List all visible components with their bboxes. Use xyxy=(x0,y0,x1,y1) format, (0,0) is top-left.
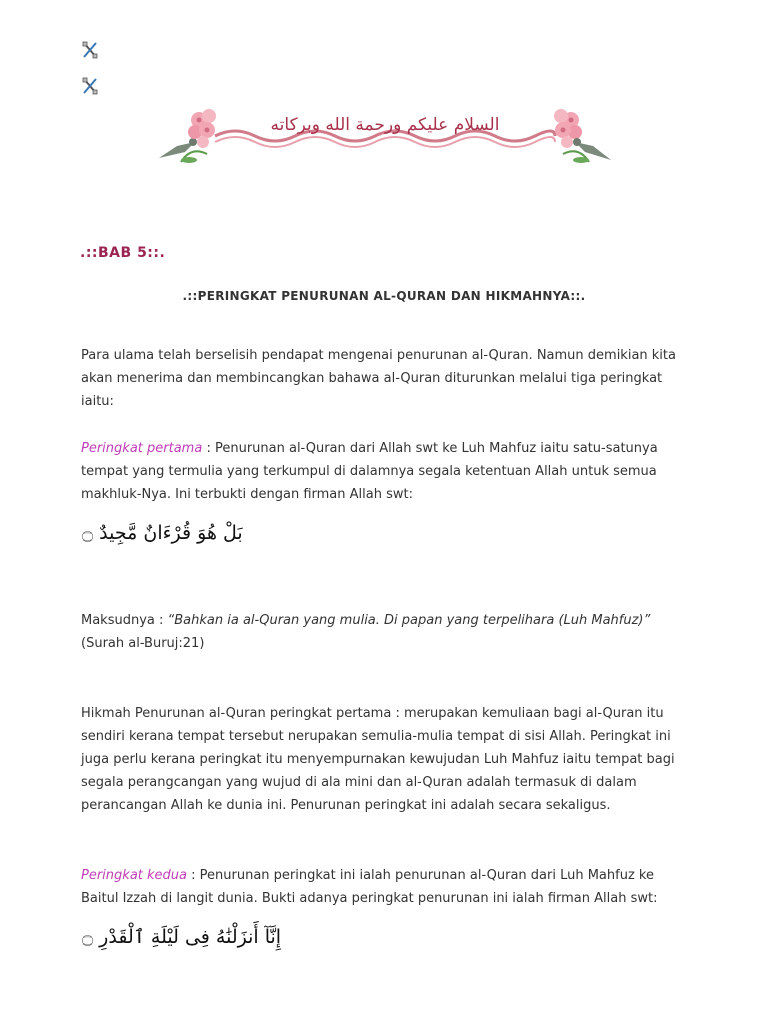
bird-left-icon xyxy=(159,138,197,158)
stage1-separator: : xyxy=(202,441,215,456)
stage1-paragraph xyxy=(81,437,681,506)
stage2-separator: : xyxy=(187,868,200,883)
meaning-reference: (Surah al-Buruj:21) xyxy=(81,636,205,651)
rose-right-icon xyxy=(554,109,589,163)
stage1-label: Peringkat pertama xyxy=(81,441,203,456)
bird-right-icon xyxy=(573,138,611,160)
salam-banner xyxy=(155,102,615,166)
wisdom1-paragraph: Hikmah Penurunan al-Quran peringkat pertama : merupakan kemuliaan bagi al-Quran itu sendiri kerana tempat tersebut nerupakan semulia-mulia tempat di sisi Allah. Peringkat ini juga perlu kerana peringkat itu menyempurnakan kewujudan Luh Mahfuz iaitu tempat bagi segala perangcangan yang wujud di ala mini dan al-Quran adalah termasuk di dalam perancangan Allah ke dunia ini. Penurunan peringkat ini adalah secara sekaligus. xyxy=(81,706,675,813)
stage1-text: Penurunan al-Quran dari Allah swt ke Luh Mahfuz iaitu satu-satunya tempat yang termulia yang terkumpul di dalamnya segala ketentuan Allah untuk semua makhluk-Nya. Ini terbukti dengan firman Allah swt: xyxy=(81,441,658,502)
chapter-label: .::BAB 5::. xyxy=(80,245,166,261)
intro-paragraph: Para ulama telah berselisih pendapat mengenai penurunan al-Quran. Namun demikian kita akan menerima dan membincangkan bahawa al-Quran diturunkan melalui tiga peringkat iaitu: xyxy=(81,348,676,409)
meaning-prefix: Maksudnya : xyxy=(81,613,168,628)
verse-qadr: إِنَّآ أَنزَلْنَٰهُ فِى لَيْلَةِ ٱلْقَدْرِ ۝ xyxy=(82,926,282,948)
stage2-text: Penurunan peringkat ini ialah penurunan al-Quran dari Luh Mahfuz ke Baitul Izzah di langit dunia. Bukti adanya peringkat penurunan ini ialah firman Allah swt: xyxy=(81,868,658,906)
rose-left-icon xyxy=(181,109,216,163)
meaning-quote: “Bahkan ia al-Quran yang mulia. Di papan yang terpelihara (Luh Mahfuz)” xyxy=(167,613,651,628)
stage1-meaning xyxy=(81,609,681,655)
stage2-paragraph xyxy=(81,864,681,910)
broken-image-icon xyxy=(80,40,100,60)
broken-image-icon xyxy=(80,76,100,96)
salam-text: السلام عليكم ورحمة الله وبركاته xyxy=(270,115,500,135)
stage2-label: Peringkat kedua xyxy=(81,868,187,883)
section-title: .::PERINGKAT PENURUNAN AL-QURAN DAN HIKMAHNYA::. xyxy=(182,289,586,303)
verse-buruj: بَلْ هُوَ قُرْءَانٌ مَّجِيدٌ ۝ xyxy=(82,522,243,544)
